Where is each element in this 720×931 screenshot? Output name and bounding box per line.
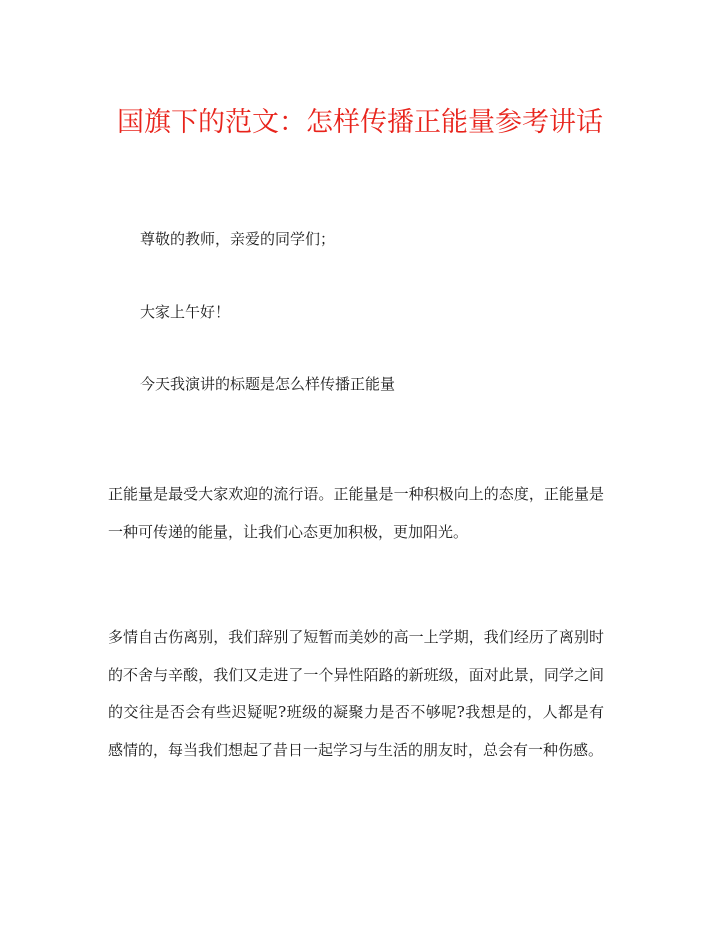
body-paragraph-1: 正能量是最受大家欢迎的流行语。正能量是一种积极向上的态度，正能量是一种可传递的能量，让我们心态更加积极，更加阳光。 — [108, 485, 604, 541]
body-paragraph-2: 多情自古伤离别，我们辞别了短暂而美妙的高一上学期，我们经历了离别时的不舍与辛酸，我们又走进了一个异性陌路的新班级，面对此景，同学之间的交往是否会有些迟疑呢?班级的凝聚力是否不够呢?我想是的，人都是有感情的，每当我们想起了昔日一起学习与生活的朋友时，总会有一种伤感。 — [108, 628, 604, 759]
document-title: 国旗下的范文：怎样传播正能量参考讲话 — [117, 107, 603, 138]
salutation-line: 大家上午好！ — [140, 303, 231, 321]
speech-topic-line: 今天我演讲的标题是怎么样传播正能量 — [140, 375, 396, 393]
greeting-line: 尊敬的教师，亲爱的同学们； — [140, 230, 336, 248]
